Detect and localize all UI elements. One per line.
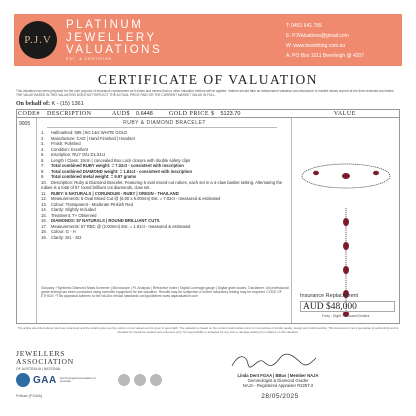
signature-date: 28/05/2025 xyxy=(261,393,299,400)
fellow-label: Fellow (FGAA) xyxy=(16,393,43,398)
replacement-words: Forty - Eight Thousand Dollars xyxy=(322,314,370,318)
value-header-label: VALUE xyxy=(333,110,356,117)
spec-text: Clarity: SI1 - SI2 xyxy=(51,234,82,240)
table-header xyxy=(16,109,400,118)
code-header-label: CODE# xyxy=(18,110,40,117)
brand-line-2: JEWELLERY xyxy=(66,31,157,44)
spec-text: Inscription: RU7 O/U D1.81ct xyxy=(51,152,105,157)
brand-name xyxy=(62,14,272,66)
description-header xyxy=(37,110,92,117)
spec-text: Measurements: 57 RBC @ (2.00mm) Est. = 1.81ct - measured & estimated xyxy=(51,223,191,229)
code-column xyxy=(17,118,37,323)
disclaimer-text: This valuation has been prepared for the sole purpose of insurance replacement as it exists and means that no other valuation method will be applied. Valuers should take an independent valuation and disclosure to market values current at the time reviewed and dated. THE VALUE BASED IN THIS VALUATION DOES NOT REFLECT THE ACTUAL PRICE PAID OR THE CURRENT MARKET VALUE IN FULL. xyxy=(16,89,395,98)
spec-text: Hallmarked: 585 | 9ct 14ct WHITE GOLD xyxy=(51,130,128,135)
spec-text: Total combined RUBY weight: = 7.02ct - consistent with inscription xyxy=(51,163,184,168)
signer-name-text: Linda Dent FGAA | BBus | Member NAJA xyxy=(237,373,319,378)
spec-text: Clarity: Slightly Included xyxy=(51,207,96,212)
spec-number: 1. xyxy=(41,130,45,135)
spec-number: 5. xyxy=(41,152,45,157)
spec-text: Total combined DIAMOND weight: = 1.81ct - consistent with inscription xyxy=(51,168,193,174)
spec-list xyxy=(41,130,291,240)
header-banner xyxy=(14,14,402,66)
brand-line-1: PLATINUM xyxy=(66,19,144,31)
spec-text: Colour: G - H xyxy=(51,229,76,234)
spec-number: 18. xyxy=(41,229,47,234)
jewellers-association-logo xyxy=(16,350,106,371)
value-column xyxy=(292,118,401,323)
spec-number: 6. xyxy=(41,157,45,163)
spec-number: 2. xyxy=(41,135,45,141)
spec-number: 4. xyxy=(41,146,45,152)
glossary-text: Glossary: *Synthetic Diamond Mass Screener | Microscope | PL Analysis | Refractive Index | Digital Loverage gauge | Digital gram scales. Disclaimer: All professional grade testing has been conducted using scientific equipment for the valuation. Results may be subjective & further laboratory testing may be required. CODE OF ETHICS: *This appraisal adheres to the NAJA's ethical standards and guidelines www.najavaluation.com xyxy=(41,286,289,299)
gaa-logo xyxy=(16,373,100,387)
contact-block xyxy=(286,21,396,61)
item-code: 9005 xyxy=(19,121,31,127)
contact-web: W: www.bearbiting.com.au xyxy=(286,43,346,49)
value-header xyxy=(291,111,399,117)
badge-icon xyxy=(118,374,130,386)
spec-number: 19. xyxy=(41,234,47,240)
spec-number: 9. xyxy=(41,174,45,179)
valuation-table xyxy=(16,118,400,323)
contact-email: E: PJValuations@gmail.com xyxy=(286,33,349,39)
spec-text: RUBY: 5 NATURALS | CORUNDUM - RUBY | ORIGIN - THAILAND xyxy=(51,190,179,196)
globe-icon xyxy=(16,373,30,387)
spec-number: 13. xyxy=(41,201,47,207)
spec-text: Treatment: T+ Observed xyxy=(51,212,97,218)
footer-note: The article described above has been examined and the details given are the opinion of our valuers and is given in good faith. The valuation is based on the current retail market price for new articles of similar quality, design and craftsmanship. This document is not a guarantee of authenticity and is intended for insurance replacement purposes only. No responsibility is accepted for any loss or damage arising from reliance on this valuation. xyxy=(17,326,399,334)
gaa-text: GAA xyxy=(33,374,57,386)
contact-phone: T: 0451 641 785 xyxy=(286,23,322,29)
table-bottom-rule xyxy=(16,323,400,324)
spec-number: 11. xyxy=(41,190,47,196)
item-title: RUBY & DIAMOND BRACELET xyxy=(123,120,206,126)
signer-role-2: NAJA - Registered Appraiser R2257-2 xyxy=(242,383,314,388)
aud-value: 0.6448 xyxy=(136,110,153,117)
replacement-label: Insurance Replacement xyxy=(300,293,359,299)
replacement-value: AUD $48,000 xyxy=(300,301,395,312)
spec-text: Colour: Transparent - Moderate Pinkish Red xyxy=(51,201,133,207)
on-behalf-of xyxy=(16,101,84,107)
brand-logo xyxy=(19,21,57,59)
spec-number: 17. xyxy=(41,223,47,229)
accreditation-badges xyxy=(118,374,162,386)
badge-icon xyxy=(134,374,146,386)
brand-line-3: VALUATIONS xyxy=(66,44,163,56)
bracelet-photo xyxy=(292,138,401,318)
spec-number: 7. xyxy=(41,163,45,168)
gaa-sub: Gemmological Association of Australia xyxy=(59,375,96,383)
spec-number: 16. xyxy=(41,218,47,223)
ja-sub: OF AUSTRALIA | NATIONAL xyxy=(16,367,61,371)
price-header xyxy=(87,111,291,117)
spec-text: Measurements: 5 Oval Mixed Cut @ (6.00 x 6.00mm) Est. = 7.02ct - measured & estimated xyxy=(51,196,221,201)
title-divider xyxy=(47,127,277,128)
spec-text: Finish: Polished xyxy=(51,141,81,146)
signer-role-1: Gemmologist & Diamond Grader xyxy=(247,378,309,383)
gold-label: GOLD PRICE $ xyxy=(168,110,215,117)
code-header xyxy=(17,110,40,117)
aud-label: AUD$ xyxy=(112,110,130,117)
contact-address: A: PO Box 1511 Beenleigh @ 4207 xyxy=(286,53,365,59)
behalf-value: K - (15) 1361 xyxy=(51,101,84,107)
spec-text: Condition: Excellent xyxy=(51,146,89,152)
description-header-label: DESCRIPTION xyxy=(47,110,92,117)
spec-number: 14. xyxy=(41,207,47,212)
badge-icon xyxy=(150,374,162,386)
spec-row xyxy=(41,235,291,241)
signature-image xyxy=(228,352,318,370)
behalf-label: On behalf of: xyxy=(16,101,51,107)
spec-text: DIAMONDS: 57 NATURALS | ROUND BRILLIANT CUTS xyxy=(51,218,160,223)
spec-number: 8. xyxy=(41,168,45,174)
spec-number: 12. xyxy=(41,196,47,201)
ja-line-2: ASSOCIATION xyxy=(16,357,74,366)
spec-number: 15. xyxy=(41,212,47,218)
brand-sub: EST. & CERTIFIED xyxy=(66,56,113,61)
gold-value: 5123.70 xyxy=(220,110,241,117)
spec-text: Length / Class: 19cm | concealed Box Lock closure with double safety clips xyxy=(51,157,191,163)
logo-area xyxy=(14,14,62,66)
spec-text: Total combined metal weight: = 9.97 grams xyxy=(51,174,137,179)
page-title: CERTIFICATE OF VALUATION xyxy=(98,72,318,87)
description-column xyxy=(37,118,292,323)
spec-number: 10. xyxy=(41,179,47,185)
spec-text: Description: Ruby & Diamond Bracelet. Featuring 5 oval mixed-cut rubies, each set in a 4-claw basket setting. Alternating the rubies is a total of 57 round brilliant cut diamonds, claw set. xyxy=(41,179,283,190)
signer-block xyxy=(218,373,338,388)
logo-monogram: P.J.V xyxy=(24,34,52,46)
ja-line-1: JEWELLERS xyxy=(16,349,66,358)
spec-number: 3. xyxy=(41,141,45,146)
spec-text: Manufacture: CAD | Hand Finished | Handset xyxy=(51,135,135,141)
spec-row xyxy=(41,180,291,191)
